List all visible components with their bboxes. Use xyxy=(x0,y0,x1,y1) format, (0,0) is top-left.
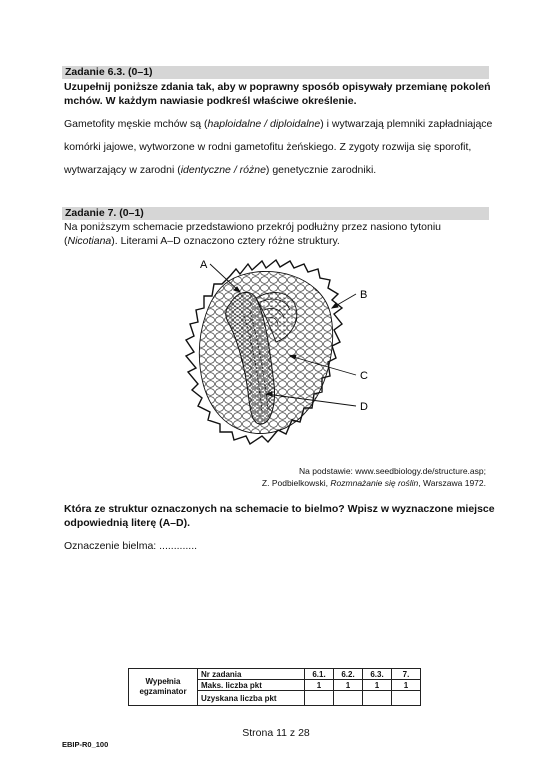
label-a: A xyxy=(200,259,208,271)
source-line-1: Na podstawie: www.seedbiology.de/structure.asp; xyxy=(299,466,486,476)
task-6-3-instruction-line-2: mchów. W każdym nawiasie podkreśl właściwe określenie. xyxy=(64,95,357,107)
task-6-3-sentence-2: komórki jajowe, wytworzone w rodni gametofitu żeńskiego. Z zygoty rozwija się sporofit, xyxy=(64,141,472,153)
max-points-cell: 1 xyxy=(363,680,392,691)
source-place-year: , Warszawa 1972. xyxy=(418,478,486,488)
row-task-label: Nr zadania xyxy=(198,669,305,680)
intro-paren-open: ( xyxy=(64,235,68,247)
examiner-score-table xyxy=(128,668,421,706)
label-d: D xyxy=(360,401,368,413)
source-line-2 xyxy=(262,478,486,488)
max-points-cell: 1 xyxy=(392,680,421,691)
answer-field-bielmo[interactable]: Oznaczenie bielma: ............. xyxy=(64,540,198,552)
row-got-label: Uzyskana liczba pkt xyxy=(198,691,305,706)
examiner-label-cell xyxy=(129,669,198,706)
task-number-cell: 6.3. xyxy=(363,669,392,680)
got-points-cell[interactable] xyxy=(334,691,363,706)
got-points-cell[interactable] xyxy=(363,691,392,706)
task-6-3-instruction-line-1: Uzupełnij poniższe zdania tak, aby w poprawny sposób opisywały przemianę pokoleń xyxy=(64,81,491,93)
intro-line-2-rest: ). Literami A–D oznaczono cztery różne struktury. xyxy=(111,235,340,247)
max-points-cell: 1 xyxy=(334,680,363,691)
tobacco-seed-cross-section-diagram xyxy=(170,252,390,464)
row-max-label: Maks. liczba pkt xyxy=(198,680,305,691)
sentence-1-options[interactable]: haploidalne / diploidalne xyxy=(207,118,321,130)
species-name: Nicotiana xyxy=(67,235,112,247)
examiner-label-2: egzaminator xyxy=(139,687,187,696)
examiner-label-1: Wypełnia xyxy=(145,677,181,686)
task-7-question-line-2: odpowiednią literę (A–D). xyxy=(64,517,191,529)
source-title: Rozmnażanie się roślin xyxy=(330,478,419,488)
sentence-1-part-a: Gametofity męskie mchów są ( xyxy=(64,118,208,130)
task-7-header: Zadanie 7. (0–1) xyxy=(62,207,489,220)
task-6-3-sentence-1 xyxy=(64,118,492,130)
page-number: Strona 11 z 28 xyxy=(242,727,310,739)
task-6-3-header: Zadanie 6.3. (0–1) xyxy=(62,66,489,79)
max-points-cell: 1 xyxy=(305,680,334,691)
got-points-cell[interactable] xyxy=(305,691,334,706)
task-6-3-sentence-3 xyxy=(64,164,376,176)
label-c: C xyxy=(360,370,368,382)
got-points-cell[interactable] xyxy=(392,691,421,706)
label-b: B xyxy=(360,289,368,301)
task-number-cell: 6.1. xyxy=(305,669,334,680)
source-author: Z. Podbielkowski, xyxy=(261,478,331,488)
sentence-1-part-b: ) i wytwarzają plemniki zapładniające xyxy=(320,118,493,130)
sentence-3-part-a: wytwarzający w zarodni ( xyxy=(64,164,181,176)
exam-code: EBIP-R0_100 xyxy=(62,740,109,749)
task-7-intro-line-2 xyxy=(64,235,340,247)
task-number-cell: 6.2. xyxy=(334,669,363,680)
sentence-3-part-b: ) genetycznie zarodniki. xyxy=(265,164,377,176)
task-7-intro-line-1: Na poniższym schemacie przedstawiono przekrój podłużny przez nasiono tytoniu xyxy=(64,221,442,233)
task-number-cell: 7. xyxy=(392,669,421,680)
sentence-3-options[interactable]: identyczne / różne xyxy=(180,164,266,176)
task-7-question-line-1: Która ze struktur oznaczonych na schemacie to bielmo? Wpisz w wyznaczone miejsce xyxy=(64,503,495,515)
